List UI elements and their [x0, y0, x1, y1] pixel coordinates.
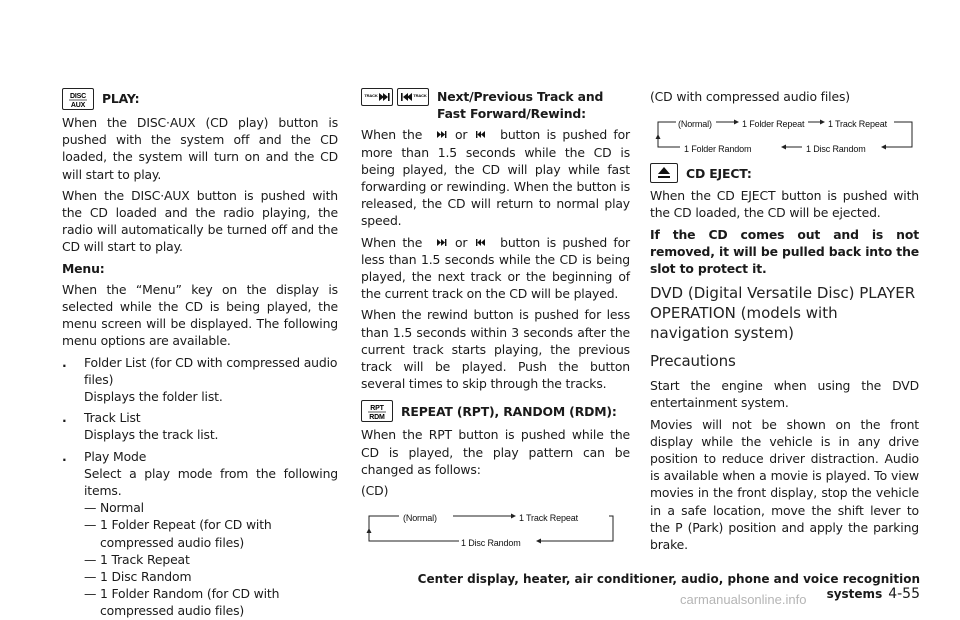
eject-icon: [650, 163, 678, 183]
play-mode-option: [62, 516, 338, 550]
diagram-folder-random-label: 1 Folder Random: [684, 144, 752, 155]
diagram-disc-random-label: 1 Disc Random: [461, 538, 521, 549]
next-track-icon: [361, 88, 393, 106]
track-title: Next/Previous Track and Fast Forward/Rewind:: [437, 89, 604, 122]
rpt-icon-line1: RPT: [370, 405, 384, 413]
compressed-play-pattern-diagram: [650, 109, 920, 153]
eject-para-2: If the CD comes out and is not removed, it will be pulled back into the slot to protect it.: [650, 226, 919, 277]
compressed-label: (CD with compressed audio files): [650, 89, 850, 104]
fast-forward-icon: [429, 130, 449, 139]
diagram-track-repeat-label: 1 Track Repeat: [828, 119, 887, 130]
track-para-3: When the rewind button is pushed for less than 1.5 seconds within 3 seconds after the current track starts playing, the previous track will be played. Push the button several times to skip through the tracks.: [361, 307, 630, 392]
dvd-section-heading: DVD (Digital Versatile Disc) PLAYER OPERATION (models with navigation system): [650, 284, 916, 343]
track-para-1-b: or: [454, 127, 468, 143]
play-mode-label: 1 Track Repeat: [100, 551, 190, 567]
cd-eject-heading: [650, 163, 919, 183]
disc-aux-icon: [62, 88, 94, 110]
rdm-icon-line2: RDM: [369, 414, 385, 422]
watermark: carmanualsonline.info: [680, 592, 807, 607]
play-mode-label: 1 Folder Repeat (for CD with compressed audio files): [100, 517, 272, 550]
track-para-1-c: button is pushed for more than 1.5 seconds while the CD is being played, the CD will play while fast forwarding or rewinding. When the button is released, the CD will return to normal play speed.: [361, 127, 630, 229]
dash-glyph: —: [84, 517, 97, 533]
play-title: PLAY:: [102, 91, 140, 107]
track-para-1-a: When the: [361, 127, 423, 143]
cd-label: (CD): [361, 483, 389, 499]
track-para-2-c: button is pushed for less than 1.5 seconds while the CD is being played, the next track or the beginning of the current track on the CD will be played.: [361, 234, 630, 302]
precautions-para-1: Start the engine when using the DVD entertainment system.: [650, 378, 919, 411]
play-mode-label: 1 Folder Random (for CD with compressed audio files): [100, 586, 280, 619]
rewind-icon: [474, 238, 494, 247]
track-para-2-b: or: [454, 234, 468, 250]
precautions-heading: Precautions: [650, 352, 736, 371]
track-para-2: [361, 234, 630, 303]
prev-track-icon: [397, 88, 429, 106]
menu-para: When the “Menu” key on the display is selected while the CD is being played, the menu screen will be displayed. The following menu options are available.: [62, 281, 338, 349]
track-heading: [361, 88, 630, 122]
prev-track-icon-label: TRACK: [413, 93, 427, 98]
column-1: [62, 88, 338, 620]
menu-item-label: Track List: [84, 410, 141, 426]
diagram-folder-repeat-label: 1 Folder Repeat: [742, 119, 805, 130]
menu-item-label: Folder List (for CD with compressed audio files): [84, 354, 338, 387]
menu-item-desc: Select a play mode from the following items.: [84, 465, 338, 499]
next-track-icon-label: TRACK: [364, 93, 378, 98]
dash-glyph: —: [84, 551, 97, 567]
play-mode-option: [62, 585, 338, 619]
play-para-1: When the DISC·AUX (CD play) button is pushed with the system off and the CD loaded, the system will turn on and the CD will start to play.: [62, 115, 338, 182]
menu-item-label: Play Mode: [84, 448, 147, 464]
diagram-normal-label: (Normal): [403, 513, 437, 524]
play-heading: [62, 88, 338, 110]
fast-forward-icon: [429, 238, 449, 247]
track-para-2-a: When the: [361, 234, 423, 250]
footer-section-title: Center display, heater, air conditioner, audio, phone and voice recognition systems: [417, 572, 920, 601]
play-mode-option: [62, 568, 338, 585]
play-mode-label: 1 Disc Random: [100, 569, 192, 585]
diagram-disc-random-label: 1 Disc Random: [806, 144, 866, 155]
cd-play-pattern-diagram: [361, 503, 621, 547]
eject-para-1: When the CD EJECT button is pushed with the CD loaded, the CD will be ejected.: [650, 188, 919, 221]
column-2: [361, 88, 630, 553]
cd-eject-title: CD EJECT:: [686, 165, 752, 181]
play-mode-option: [62, 499, 338, 516]
play-mode-option: [62, 551, 338, 568]
bullet-glyph: .: [62, 448, 67, 464]
repeat-random-heading: [361, 400, 630, 422]
dash-glyph: —: [84, 586, 97, 602]
repeat-para: When the RPT button is pushed while the CD is played, the play pattern can be changed as follows:: [361, 427, 630, 477]
repeat-random-title: REPEAT (RPT), RANDOM (RDM):: [401, 403, 617, 419]
precautions-para-2: Movies will not be shown on the front display while the vehicle is in any drive position to reduce driver distraction. Audio is available when a movie is played. To view movies in the front display, stop the vehicle in a safe location, move the shift lever to the P (Park) position and apply the parking brake.: [650, 416, 919, 553]
disc-aux-icon-line1: DISC: [69, 93, 87, 100]
page-number: 4-55: [888, 586, 920, 602]
dash-glyph: —: [84, 500, 97, 516]
menu-item-folder-list: [62, 354, 338, 388]
dash-glyph: —: [84, 569, 97, 585]
disc-aux-icon-line2: AUX: [70, 102, 86, 109]
rpt-rdm-icon: [361, 400, 393, 422]
diagram-normal-label: (Normal): [678, 119, 712, 130]
play-mode-label: Normal: [100, 500, 144, 516]
rewind-icon: [474, 130, 494, 139]
bullet-glyph: .: [62, 410, 67, 426]
menu-item-play-mode: [62, 448, 338, 465]
menu-item-desc: Displays the track list.: [84, 427, 219, 443]
play-para-2: When the DISC·AUX button is pushed with the CD loaded and the radio playing, the radio will automatically be turned off and the CD will start to play.: [62, 187, 338, 255]
bullet-glyph: .: [62, 354, 67, 370]
page-footer: [340, 572, 920, 602]
menu-title: Menu:: [62, 260, 105, 276]
menu-item-track-list: [62, 409, 338, 426]
track-para-1: [361, 126, 630, 229]
menu-item-desc: Displays the folder list.: [84, 389, 223, 405]
diagram-track-repeat-label: 1 Track Repeat: [519, 513, 578, 524]
column-3: [650, 88, 919, 557]
